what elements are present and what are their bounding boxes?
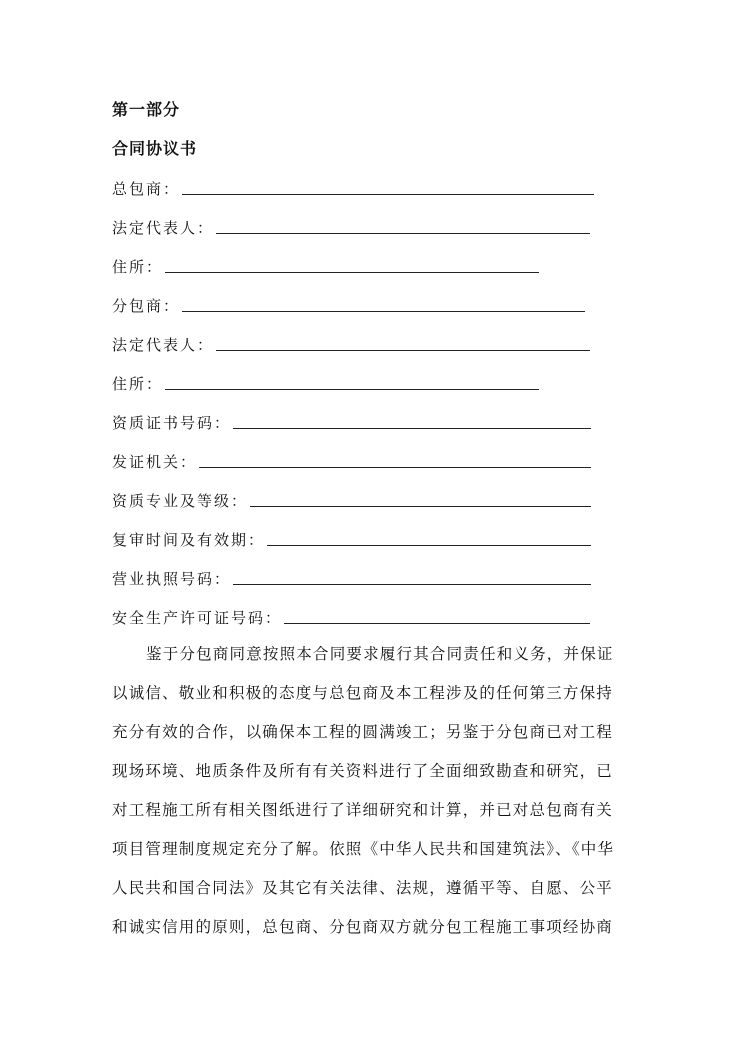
paragraph-line: 项目管理制度规定充分了解。依照《中华人民共和国建筑法》、《中华 (112, 840, 615, 858)
field-business-license-number (112, 563, 591, 589)
fill-in-line[interactable] (165, 272, 539, 273)
paragraph-line: 充分有效的合作，以确保本工程的圆满竣工；另鉴于分包商已对工程 (112, 723, 614, 741)
document-title: 合同协议书 (112, 139, 198, 158)
fill-in-line[interactable] (199, 467, 591, 468)
field-qualification-certificate-number (112, 407, 591, 433)
field-issuing-authority (112, 446, 591, 472)
field-label: 总包商： (112, 180, 181, 198)
field-legal-representative-2 (112, 329, 590, 355)
field-label: 法定代表人： (112, 219, 215, 237)
field-qualification-specialty-grade (112, 485, 591, 511)
fill-in-line[interactable] (165, 389, 539, 390)
fill-in-line[interactable] (182, 311, 585, 312)
field-legal-representative-1 (112, 212, 590, 238)
paragraph-line: 和诚实信用的原则，总包商、分包商双方就分包工程施工事项经协商 (112, 918, 614, 936)
field-label: 资质证书号码： (112, 414, 232, 432)
fill-in-line[interactable] (216, 350, 590, 351)
field-label: 发证机关： (112, 453, 198, 471)
field-label: 复审时间及有效期： (112, 531, 266, 549)
fill-in-line[interactable] (182, 194, 594, 195)
field-safety-production-license-number (112, 602, 590, 628)
field-label: 分包商： (112, 297, 181, 315)
field-label: 法定代表人： (112, 336, 215, 354)
field-label: 营业执照号码： (112, 570, 232, 588)
paragraph-line: 以诚信、敬业和积极的态度与总包商及本工程涉及的任何第三方保持 (112, 684, 614, 702)
fill-in-line[interactable] (284, 623, 590, 624)
field-label: 住所： (112, 375, 164, 393)
paragraph-line: 人民共和国合同法》及其它有关法律、法规，遵循平等、自愿、公平 (112, 879, 614, 897)
field-address-1 (112, 251, 539, 277)
part-heading: 第一部分 (112, 100, 181, 119)
field-label: 安全生产许可证号码： (112, 609, 283, 627)
fill-in-line[interactable] (267, 545, 591, 546)
paragraph-line: 现场环境、地质条件及所有有关资料进行了全面细致勘查和研究，已 (112, 762, 614, 780)
paragraph-line: 对工程施工所有相关图纸进行了详细研究和计算，并已对总包商有关 (112, 801, 614, 819)
paragraph-line: 鉴于分包商同意按照本合同要求履行其合同责任和义务，并保证 (146, 645, 614, 663)
field-label: 住所： (112, 258, 164, 276)
field-label: 资质专业及等级： (112, 492, 249, 510)
fill-in-line[interactable] (233, 428, 591, 429)
field-subcontractor (112, 290, 585, 316)
field-review-date-validity (112, 524, 591, 550)
fill-in-line[interactable] (250, 506, 591, 507)
fill-in-line[interactable] (216, 233, 590, 234)
field-general-contractor (112, 173, 594, 199)
fill-in-line[interactable] (233, 584, 591, 585)
field-address-2 (112, 368, 539, 394)
